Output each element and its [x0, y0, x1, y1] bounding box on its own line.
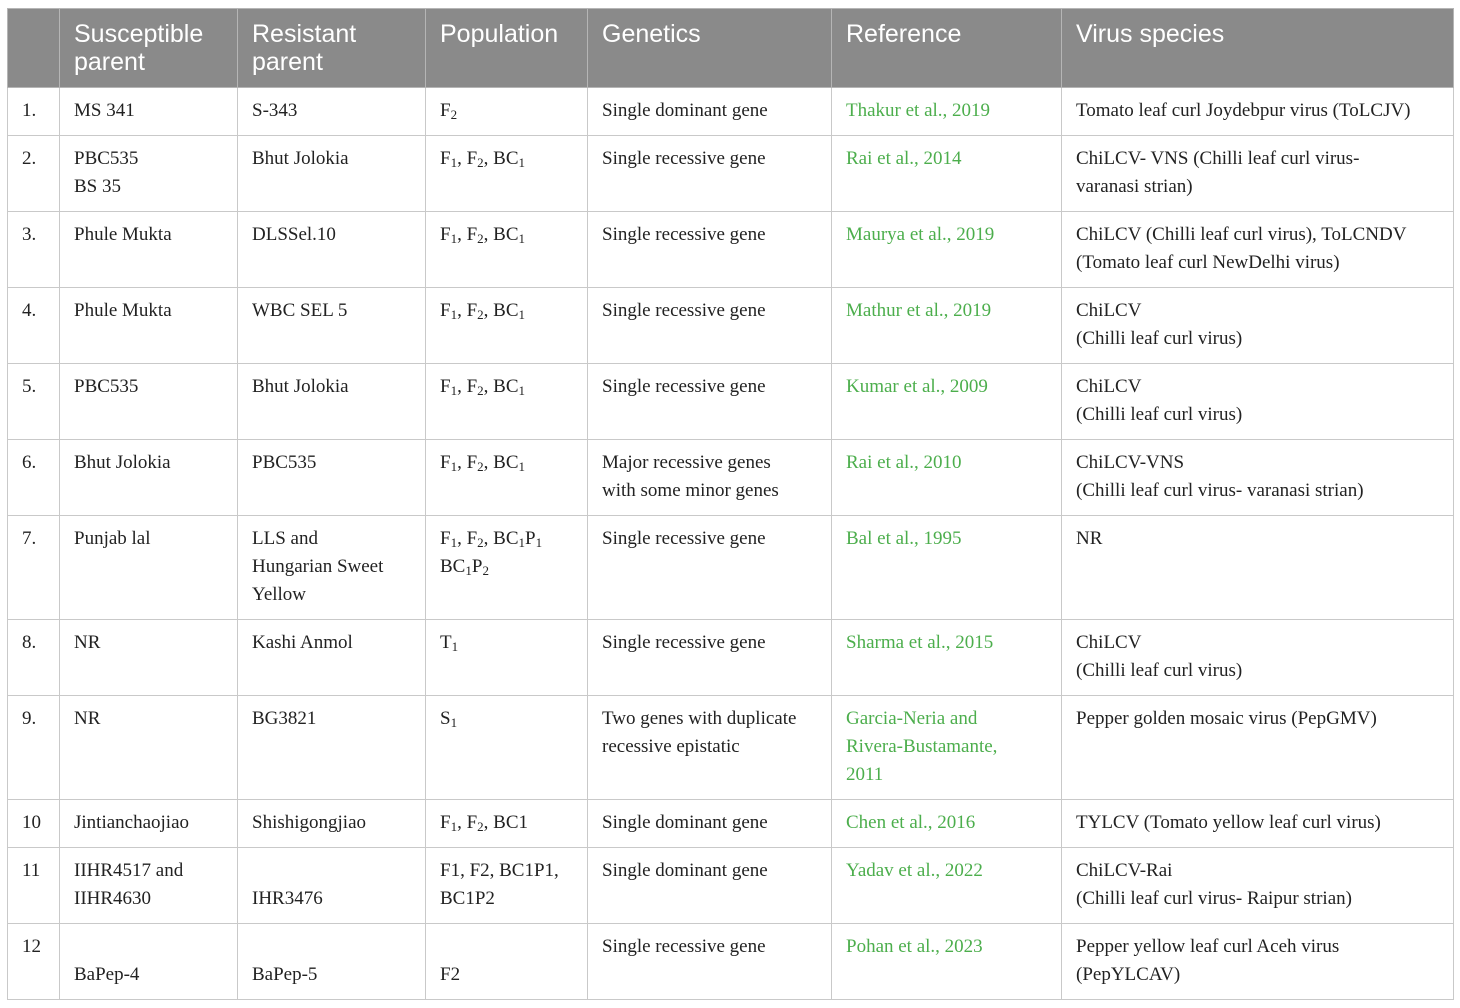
- table-row: [8, 364, 1454, 440]
- resistant-parent: Bhut Jolokia: [238, 136, 426, 212]
- table-row: [8, 288, 1454, 364]
- susceptible-parent: Phule Mukta: [60, 288, 238, 364]
- virus-species: ChiLCV- VNS (Chilli leaf curl virus- varanasi strian): [1062, 136, 1454, 212]
- row-number: 11: [8, 848, 60, 924]
- genetics: Two genes with duplicate recessive epistatic: [588, 696, 832, 800]
- reference-link[interactable]: Mathur et al., 2019: [832, 288, 1062, 364]
- genetics: Single recessive gene: [588, 516, 832, 620]
- susceptible-parent: Bhut Jolokia: [60, 440, 238, 516]
- reference-link[interactable]: Yadav et al., 2022: [832, 848, 1062, 924]
- row-number: 4.: [8, 288, 60, 364]
- population: $F_1$, $F_2$, $BC_1$: [426, 136, 588, 212]
- population: $F_2$: [426, 88, 588, 136]
- susceptible-parent: NR: [60, 620, 238, 696]
- virus-species: ChiLCV (Chilli leaf curl virus): [1062, 288, 1454, 364]
- susceptible-parent: PBC535 BS 35: [60, 136, 238, 212]
- genetics: Single recessive gene: [588, 620, 832, 696]
- row-number: 7.: [8, 516, 60, 620]
- population: $F_1$, $F_2$, $BC_1P_1$ $BC_1P_2$: [426, 516, 588, 620]
- reference-link[interactable]: Sharma et al., 2015: [832, 620, 1062, 696]
- header-susceptible-parent: Susceptible parent: [60, 9, 238, 88]
- row-number: 12: [8, 924, 60, 1000]
- resistant-parent: Bhut Jolokia: [238, 364, 426, 440]
- susceptible-parent: Phule Mukta: [60, 212, 238, 288]
- susceptible-parent: IIHR4517 and IIHR4630: [60, 848, 238, 924]
- genetics: Single recessive gene: [588, 288, 832, 364]
- virus-species: NR: [1062, 516, 1454, 620]
- row-number: 9.: [8, 696, 60, 800]
- genetics: Single recessive gene: [588, 924, 832, 1000]
- resistant-parent: WBC SEL 5: [238, 288, 426, 364]
- table-body: [8, 88, 1454, 1000]
- genetics: Single dominant gene: [588, 800, 832, 848]
- reference-link[interactable]: Maurya et al., 2019: [832, 212, 1062, 288]
- population: $S_1$: [426, 696, 588, 800]
- population: $F_1$, $F_2$, $BC_1$: [426, 288, 588, 364]
- table-row: [8, 848, 1454, 924]
- population: $F_1$, $F_2$, $BC_1$: [426, 212, 588, 288]
- reference-link[interactable]: Bal et al., 1995: [832, 516, 1062, 620]
- population: $F_1$, $F_2$, $BC_1$: [426, 440, 588, 516]
- genetics: Single recessive gene: [588, 136, 832, 212]
- resistant-parent: Kashi Anmol: [238, 620, 426, 696]
- resistant-parent: DLSSel.10: [238, 212, 426, 288]
- table-row: [8, 800, 1454, 848]
- virus-species: ChiLCV (Chilli leaf curl virus): [1062, 364, 1454, 440]
- row-number: 1.: [8, 88, 60, 136]
- header-resistant-parent: Resistant parent: [238, 9, 426, 88]
- population: $F_1$, $F_2$, $BC_1$: [426, 364, 588, 440]
- table-row: [8, 924, 1454, 1000]
- genetics: Single recessive gene: [588, 364, 832, 440]
- row-number: 6.: [8, 440, 60, 516]
- virus-species: ChiLCV (Chilli leaf curl virus), ToLCNDV (Tomato leaf curl NewDelhi virus): [1062, 212, 1454, 288]
- row-number: 8.: [8, 620, 60, 696]
- header-reference: Reference: [832, 9, 1062, 88]
- susceptible-parent: PBC535: [60, 364, 238, 440]
- virus-species: Tomato leaf curl Joydebpur virus (ToLCJV): [1062, 88, 1454, 136]
- header-virus-species: Virus species: [1062, 9, 1454, 88]
- susceptible-parent: BaPep-4: [60, 924, 238, 1000]
- population: F1, F2, BC1P1, BC1P2: [426, 848, 588, 924]
- population: $F_1$, $F_2$, BC1: [426, 800, 588, 848]
- susceptible-parent: Jintianchaojiao: [60, 800, 238, 848]
- genetics: Single recessive gene: [588, 212, 832, 288]
- table-row: [8, 212, 1454, 288]
- genetics: Major recessive genes with some minor genes: [588, 440, 832, 516]
- header-population: Population: [426, 9, 588, 88]
- reference-link[interactable]: Garcia-Neria and Rivera-Bustamante, 2011: [832, 696, 1062, 800]
- reference-link[interactable]: Pohan et al., 2023: [832, 924, 1062, 1000]
- header-index: [8, 9, 60, 88]
- population: F2: [426, 924, 588, 1000]
- resistant-parent: LLS and Hungarian Sweet Yellow: [238, 516, 426, 620]
- genetics: Single dominant gene: [588, 88, 832, 136]
- table-row: [8, 136, 1454, 212]
- resistant-parent: Shishigongjiao: [238, 800, 426, 848]
- row-number: 3.: [8, 212, 60, 288]
- genetics: Single dominant gene: [588, 848, 832, 924]
- virus-species: ChiLCV-Rai (Chilli leaf curl virus- Raipur strian): [1062, 848, 1454, 924]
- resistant-parent: BG3821: [238, 696, 426, 800]
- reference-link[interactable]: Rai et al., 2014: [832, 136, 1062, 212]
- header-genetics: Genetics: [588, 9, 832, 88]
- susceptible-parent: NR: [60, 696, 238, 800]
- row-number: 10: [8, 800, 60, 848]
- resistant-parent: BaPep-5: [238, 924, 426, 1000]
- reference-link[interactable]: Thakur et al., 2019: [832, 88, 1062, 136]
- data-table: [7, 8, 1454, 1000]
- table-header: [8, 9, 1454, 88]
- table-row: [8, 440, 1454, 516]
- resistant-parent: S-343: [238, 88, 426, 136]
- header-row: [8, 9, 1454, 88]
- population: $T_1$: [426, 620, 588, 696]
- reference-link[interactable]: Chen et al., 2016: [832, 800, 1062, 848]
- resistant-parent: IHR3476: [238, 848, 426, 924]
- virus-species: Pepper yellow leaf curl Aceh virus (PepYLCAV): [1062, 924, 1454, 1000]
- virus-species: TYLCV (Tomato yellow leaf curl virus): [1062, 800, 1454, 848]
- row-number: 5.: [8, 364, 60, 440]
- table-row: [8, 88, 1454, 136]
- susceptible-parent: Punjab lal: [60, 516, 238, 620]
- reference-link[interactable]: Kumar et al., 2009: [832, 364, 1062, 440]
- virus-species: ChiLCV (Chilli leaf curl virus): [1062, 620, 1454, 696]
- table-row: [8, 696, 1454, 800]
- virus-species: ChiLCV-VNS (Chilli leaf curl virus- varanasi strian): [1062, 440, 1454, 516]
- table-row: [8, 516, 1454, 620]
- susceptible-parent: MS 341: [60, 88, 238, 136]
- row-number: 2.: [8, 136, 60, 212]
- resistant-parent: PBC535: [238, 440, 426, 516]
- reference-link[interactable]: Rai et al., 2010: [832, 440, 1062, 516]
- virus-species: Pepper golden mosaic virus (PepGMV): [1062, 696, 1454, 800]
- table-row: [8, 620, 1454, 696]
